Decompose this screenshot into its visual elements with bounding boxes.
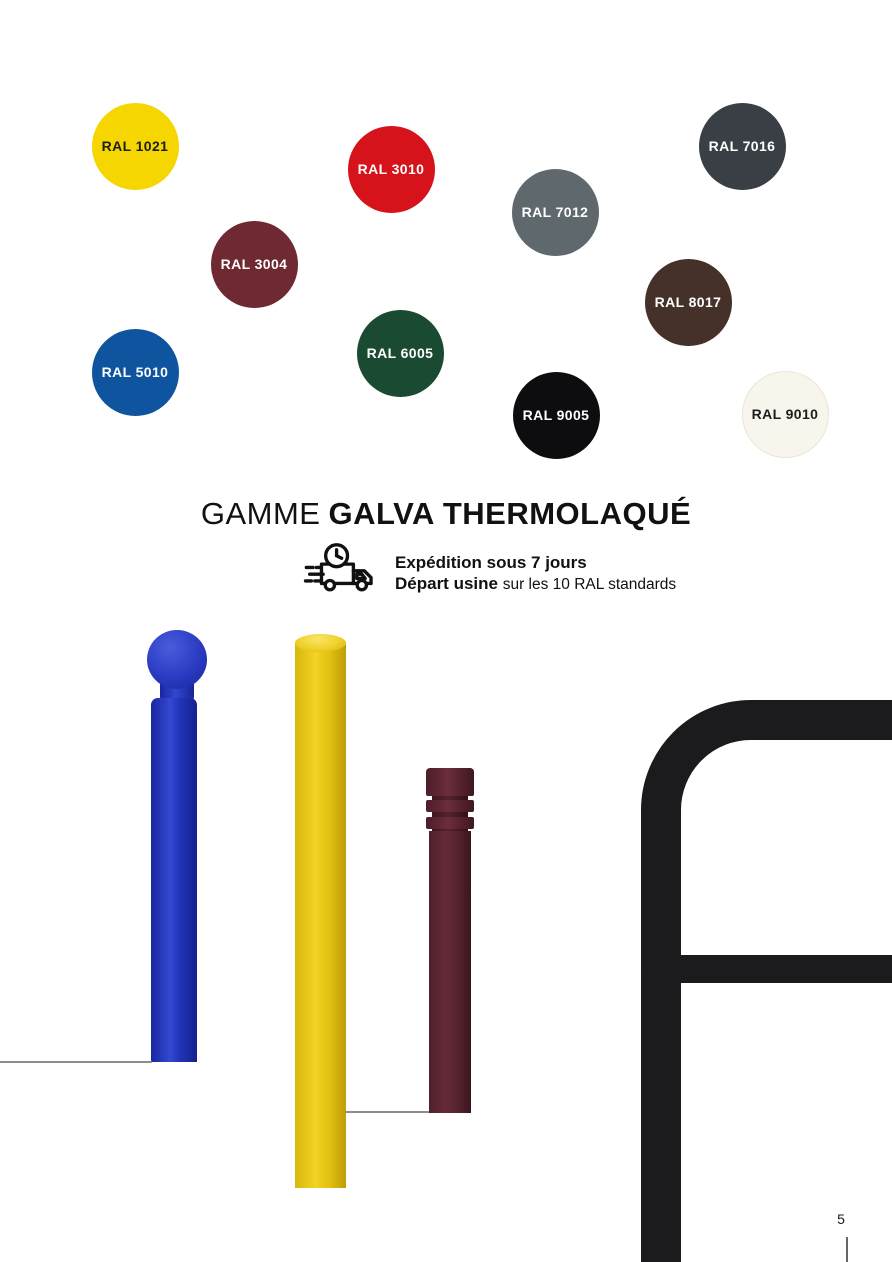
ral-color-swatch xyxy=(742,371,829,458)
ral-color-swatch xyxy=(512,169,599,256)
page-number: 5 xyxy=(837,1211,845,1227)
section-title xyxy=(0,496,892,532)
ral-color-label: RAL 7016 xyxy=(708,138,776,154)
bollard-yellow-body xyxy=(295,642,346,1188)
ral-color-label: RAL 7012 xyxy=(521,204,589,220)
bollard-yellow-dome-top xyxy=(295,634,346,652)
ral-color-label: RAL 1021 xyxy=(101,138,169,154)
shipping-line2 xyxy=(395,573,676,595)
shipping-line2-bold: Départ usine xyxy=(395,574,498,593)
ral-color-swatch xyxy=(513,372,600,459)
ral-color-swatch xyxy=(645,259,732,346)
ral-color-label: RAL 6005 xyxy=(366,345,434,361)
page-title-prefix: GAMME xyxy=(200,496,321,531)
bollard-blue-body xyxy=(151,698,197,1062)
ral-color-label: RAL 3010 xyxy=(357,161,425,177)
shipping-line1: Expédition sous 7 jours xyxy=(395,553,587,572)
shipping-line2-regular: sur les 10 RAL standards xyxy=(502,576,677,593)
ral-color-label: RAL 5010 xyxy=(101,364,169,380)
shipping-info xyxy=(395,552,676,595)
ral-color-label: RAL 8017 xyxy=(654,294,722,310)
page-title xyxy=(0,496,892,532)
ral-color-swatch xyxy=(699,103,786,190)
ral-color-label: RAL 3004 xyxy=(220,256,288,272)
ral-color-label: RAL 9005 xyxy=(522,407,590,423)
leader-line-burgundy-bollard xyxy=(346,1111,429,1113)
delivery-truck-clock-icon xyxy=(303,541,387,599)
ral-color-swatch xyxy=(357,310,444,397)
ral-color-swatch xyxy=(211,221,298,308)
bollard-burgundy-ring xyxy=(426,800,474,812)
ral-color-label: RAL 9010 xyxy=(751,406,819,422)
ral-color-swatch xyxy=(92,329,179,416)
footer-tick-line xyxy=(846,1237,848,1262)
bollard-burgundy-cap xyxy=(426,768,474,796)
leader-line-blue-bollard xyxy=(0,1061,152,1063)
bollard-burgundy-ring xyxy=(426,817,474,829)
bollard-burgundy-body xyxy=(429,831,471,1113)
bollard-blue-sphere-top xyxy=(147,630,207,689)
ral-color-swatch xyxy=(92,103,179,190)
ral-color-swatch xyxy=(348,126,435,213)
page-title-main: GALVA THERMOLAQUÉ xyxy=(328,496,692,531)
